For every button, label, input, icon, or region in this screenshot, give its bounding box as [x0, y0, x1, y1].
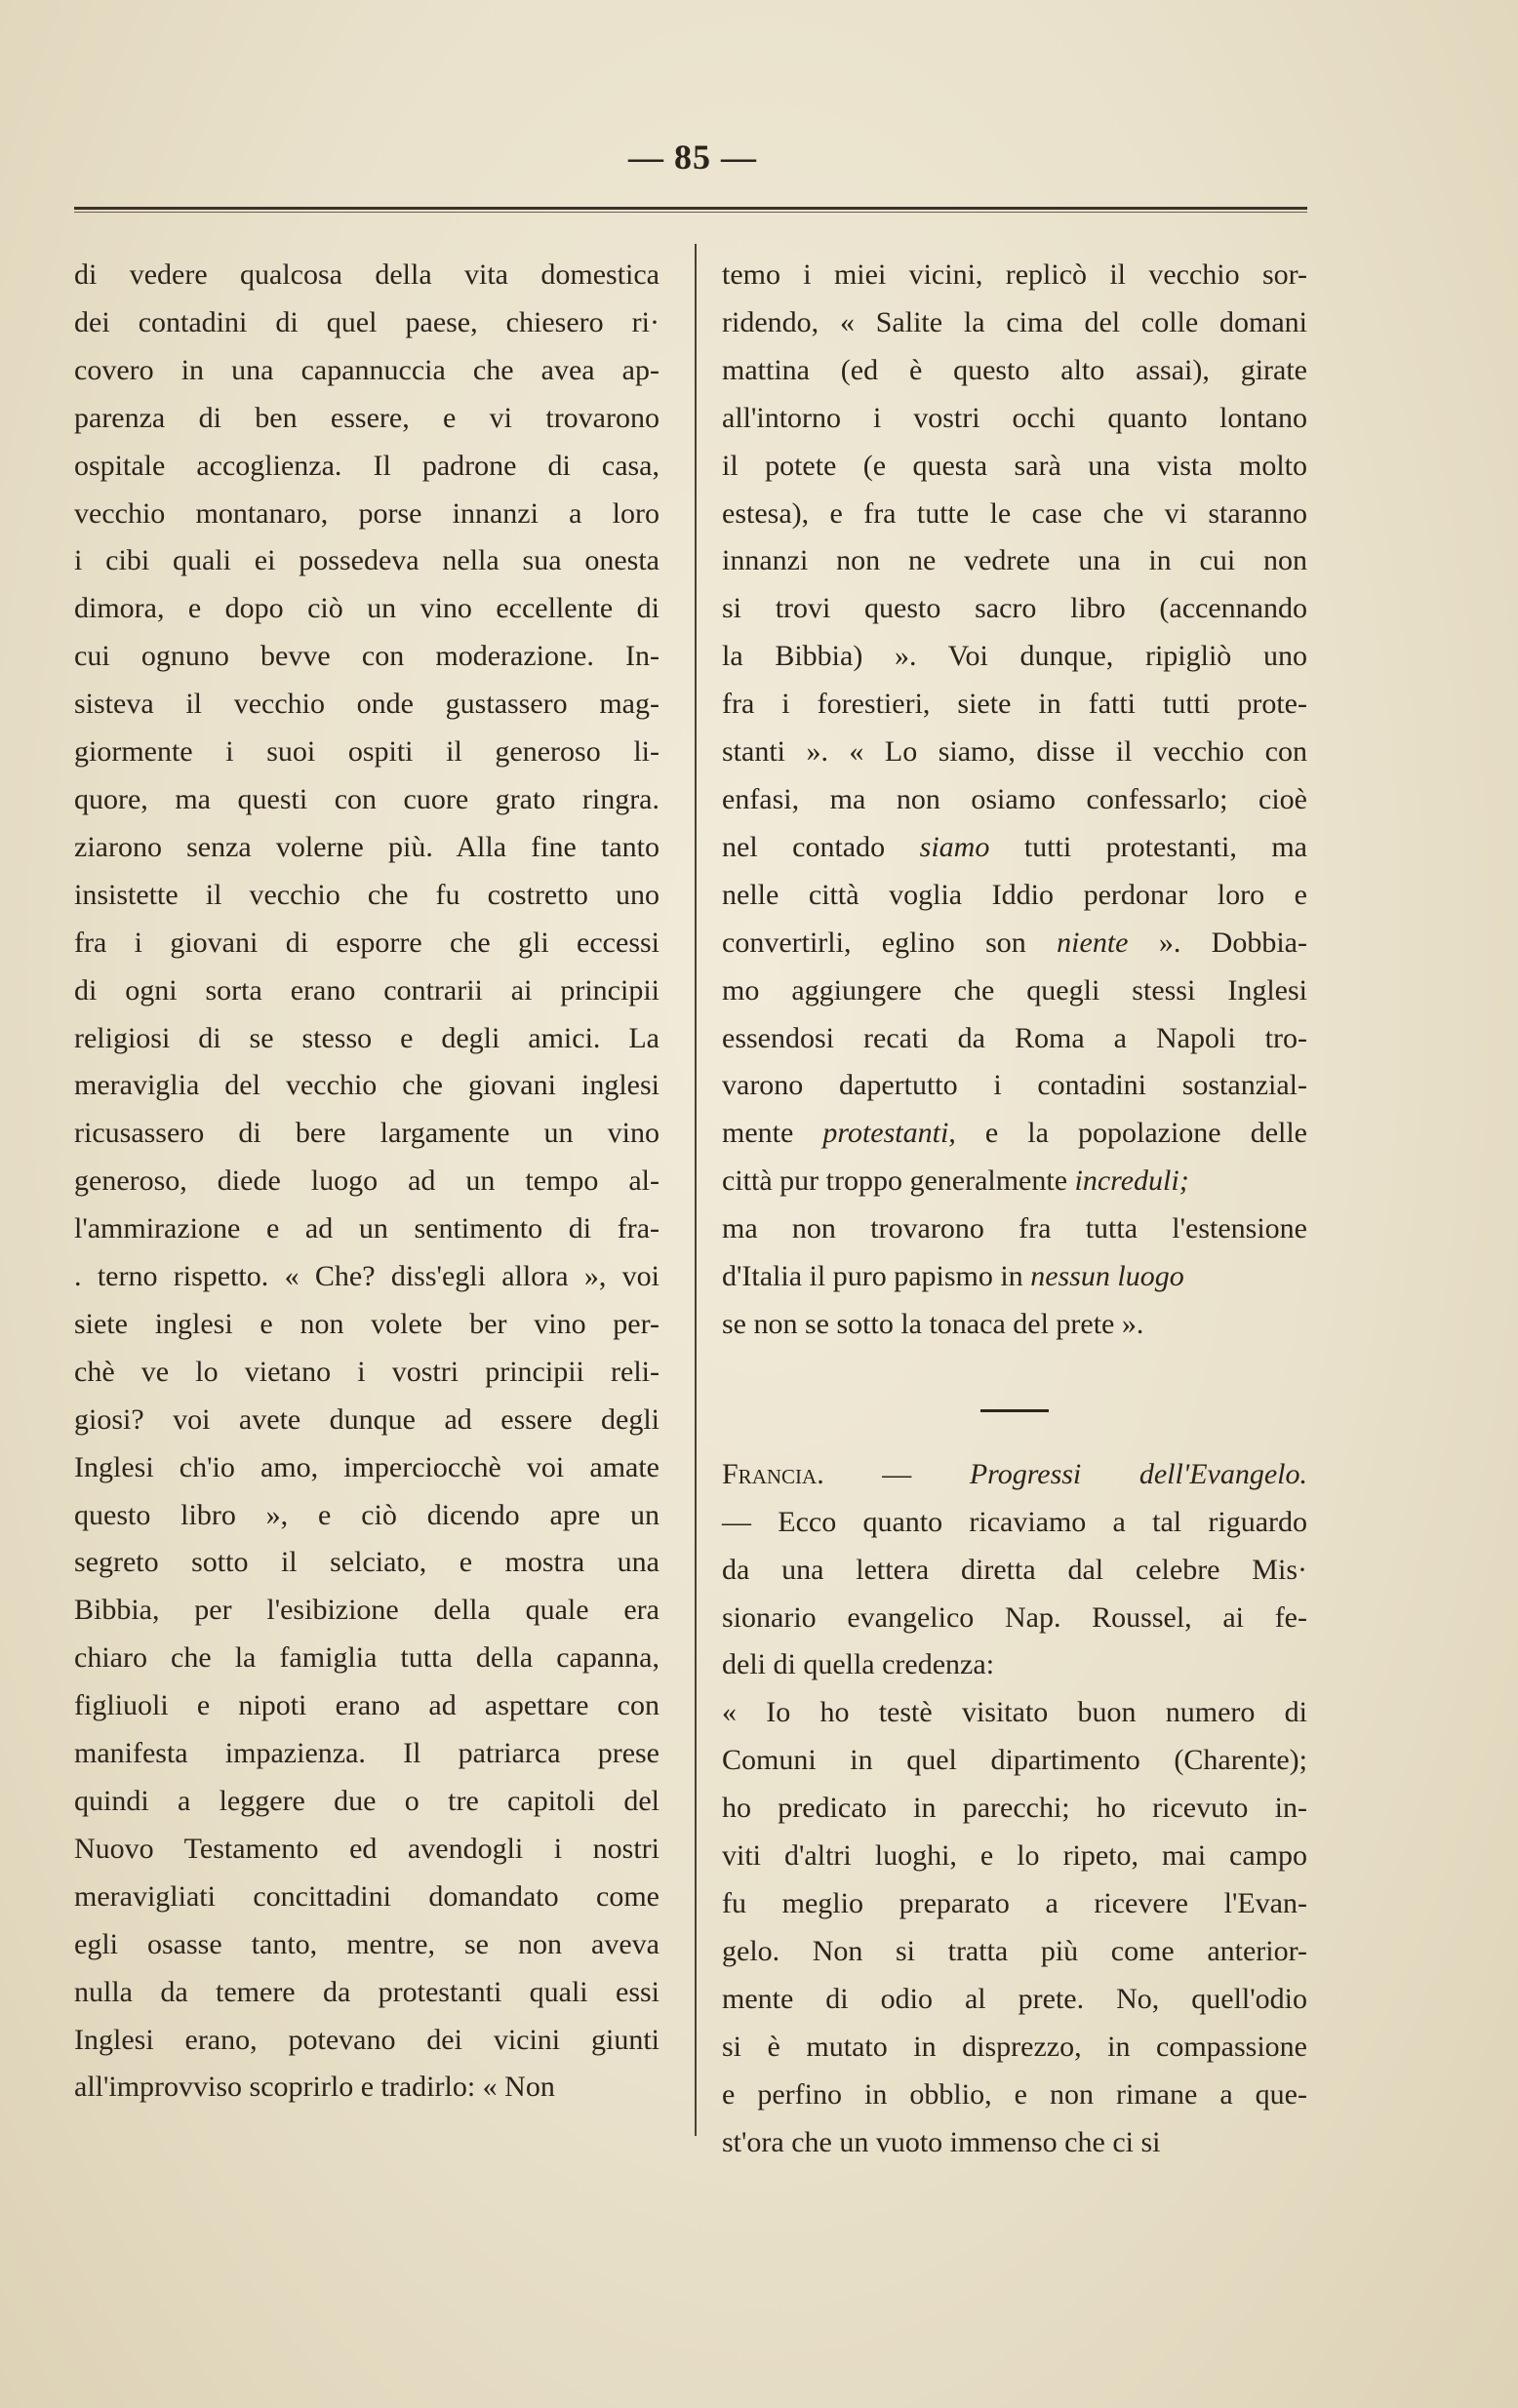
text-line: dei contadini di quel paese, chiesero ri·	[74, 305, 659, 338]
text-line: generoso, diede luogo ad un tempo al-	[74, 1165, 659, 1198]
text-line: ho predicato in parecchi; ho ricevuto in-	[722, 1792, 1307, 1825]
text-line: convertirli, eglino son niente ». Dobbia-	[722, 926, 1307, 959]
text-line: cui ognuno bevve con moderazione. In-	[74, 640, 659, 673]
text-line: viti d'altri luoghi, e lo ripeto, mai campo	[722, 1839, 1307, 1873]
right-column-text-a	[722, 252, 1307, 824]
text-line: giormente i suoi ospiti il generoso li-	[74, 735, 659, 769]
text-line: mattina (ed è questo alto assai), girate	[722, 353, 1307, 386]
text-line: si è mutato in disprezzo, in compassione	[722, 2030, 1307, 2063]
text-line: st'ora che un vuoto immenso che ci si	[722, 2125, 1161, 2158]
text-line: temo i miei vicini, replicò il vecchio sor-	[722, 258, 1307, 291]
text-line: — Ecco quanto ricaviamo a tal riguardo	[722, 1505, 1307, 1538]
text-line: sionario evangelico Nap. Roussel, ai fe-	[722, 1600, 1307, 1634]
text-line: vecchio montanaro, porse innanzi a loro	[74, 496, 659, 530]
text-line: innanzi non ne vedrete una in cui non	[722, 544, 1307, 577]
text-line: Nuovo Testamento ed avendogli i nostri	[74, 1832, 659, 1865]
text-line: l'ammirazione e ad un sentimento di fra-	[74, 1212, 659, 1245]
text-line: la Bibbia) ». Voi dunque, ripigliò uno	[722, 640, 1307, 673]
text-line: fra i forestieri, siete in fatti tutti prote-	[722, 688, 1307, 721]
text-line: nel contado siamo tutti protestanti, ma	[722, 830, 1307, 863]
text-line: fra i giovani di esporre che gli eccessi	[74, 926, 659, 959]
section-heading-line: Francia. — Progressi dell'Evangelo.	[722, 1457, 1308, 1490]
text-line: sisteva il vecchio onde gustassero mag-	[74, 688, 659, 721]
text-line: religiosi di se stesso e degli amici. La	[74, 1021, 659, 1054]
right-column	[722, 252, 1307, 2166]
text-line: segreto sotto il selciato, e mostra una	[74, 1546, 659, 1579]
text-line: mente di odio al prete. No, quell'odio	[722, 1982, 1307, 2015]
right-column-text-b	[722, 967, 1307, 1111]
text-line: enfasi, ma non osiamo confessarlo; cioè	[722, 782, 1307, 815]
section-divider	[980, 1409, 1049, 1412]
text-line: varono dapertutto i contadini sostanzial-	[722, 1069, 1307, 1102]
text-line: si trovi questo sacro libro (accennando	[722, 592, 1307, 625]
text-line: e perfino in obblio, e non rimane a que-	[722, 2077, 1307, 2111]
text-line: Inglesi ch'io amo, imperciocchè voi amate	[74, 1450, 659, 1483]
text-line: estesa), e fra tutte le case che vi staranno	[722, 496, 1307, 530]
text-line: ziarono senza volerne più. Alla fine tanto	[74, 830, 659, 863]
text-line: . terno rispetto. « Che? diss'egli allora », voi	[74, 1260, 659, 1293]
text-line: quore, ma questi con cuore grato ringra.	[74, 782, 659, 815]
text-line: di vedere qualcosa della vita domestica	[74, 258, 659, 291]
text-line: essendosi recati da Roma a Napoli tro-	[722, 1021, 1307, 1054]
section-body	[722, 1499, 1307, 2167]
text-line: fu meglio preparato a ricevere l'Evan-	[722, 1887, 1307, 1919]
text-line: all'intorno i vostri occhi quanto lontano	[722, 401, 1307, 434]
text-line: mo aggiungere che quegli stessi Inglesi	[722, 973, 1307, 1007]
text-line: chè ve lo vietano i vostri principii reli-	[74, 1355, 659, 1388]
text-line: gelo. Non si tratta più come anterior-	[722, 1934, 1307, 1967]
left-column	[74, 252, 659, 2112]
text-line: da una lettera diretta dal celebre Mis·	[722, 1553, 1307, 1586]
text-line: dimora, e dopo ciò un vino eccellente di	[74, 592, 659, 625]
text-line: meraviglia del vecchio che giovani inglesi	[74, 1069, 659, 1102]
text-line: se non se sotto la tonaca del prete ».	[722, 1307, 1144, 1340]
text-line: d'Italia il puro papismo in nessun luogo	[722, 1260, 1184, 1293]
text-line: siete inglesi e non volete ber vino per-	[74, 1307, 659, 1340]
text-line: Bibbia, per l'esibizione della quale era	[74, 1594, 659, 1627]
text-line: ricusassero di bere largamente un vino	[74, 1117, 659, 1150]
text-line: giosi? voi avete dunque ad essere degli	[74, 1402, 659, 1436]
text-line: Comuni in quel dipartimento (Charente);	[722, 1744, 1307, 1777]
text-line: deli di quella credenza:	[722, 1648, 995, 1681]
text-line: figliuoli e nipoti erano ad aspettare con	[74, 1689, 659, 1722]
text-line: stanti ». « Lo siamo, disse il vecchio con	[722, 735, 1307, 769]
page-number: — 85 —	[628, 138, 757, 177]
text-line: i cibi quali ei possedeva nella sua onesta	[74, 544, 659, 577]
text-line: Inglesi erano, potevano dei vicini giunti	[74, 2023, 659, 2056]
text-line: ridendo, « Salite la cima del colle domani	[722, 305, 1307, 338]
text-line: nulla da temere da protestanti quali essi	[74, 1975, 659, 2008]
text-line: nelle città voglia Iddio perdonar loro e	[722, 878, 1307, 911]
text-line: parenza di ben essere, e vi trovarono	[74, 401, 659, 434]
text-line: insistette il vecchio che fu costretto uno	[74, 878, 659, 911]
header-rule	[74, 207, 1307, 213]
text-line: città pur troppo generalmente increduli;	[722, 1165, 1189, 1198]
column-divider	[695, 244, 697, 2136]
text-line: egli osasse tanto, mentre, se non aveva	[74, 1927, 659, 1960]
text-line: manifesta impazienza. Il patriarca prese	[74, 1737, 659, 1770]
text-line: meravigliati concittadini domandato come	[74, 1879, 659, 1913]
text-line: covero in una capannuccia che avea ap-	[74, 353, 659, 386]
text-line: ospitale accoglienza. Il padrone di casa,	[74, 449, 659, 482]
text-line: ma non trovarono fra tutta l'estensione	[722, 1212, 1307, 1245]
text-line: il potete (e questa sarà una vista molto	[722, 449, 1307, 482]
section-heading: Francia.	[722, 1457, 824, 1490]
section-title: Progressi dell'Evangelo.	[969, 1457, 1308, 1490]
text-line: quindi a leggere due o tre capitoli del	[74, 1785, 659, 1817]
text-line: « Io ho testè visitato buon numero di	[722, 1696, 1307, 1729]
text-line: mente protestanti, e la popolazione delle	[722, 1117, 1307, 1150]
text-line: all'improvviso scoprirlo e tradirlo: « Non	[74, 2071, 555, 2104]
text-line: questo libro », e ciò dicendo apre un	[74, 1498, 659, 1531]
text-line: chiaro che la famiglia tutta della capanna,	[74, 1641, 659, 1675]
text-line: di ogni sorta erano contrarii ai principii	[74, 973, 659, 1007]
